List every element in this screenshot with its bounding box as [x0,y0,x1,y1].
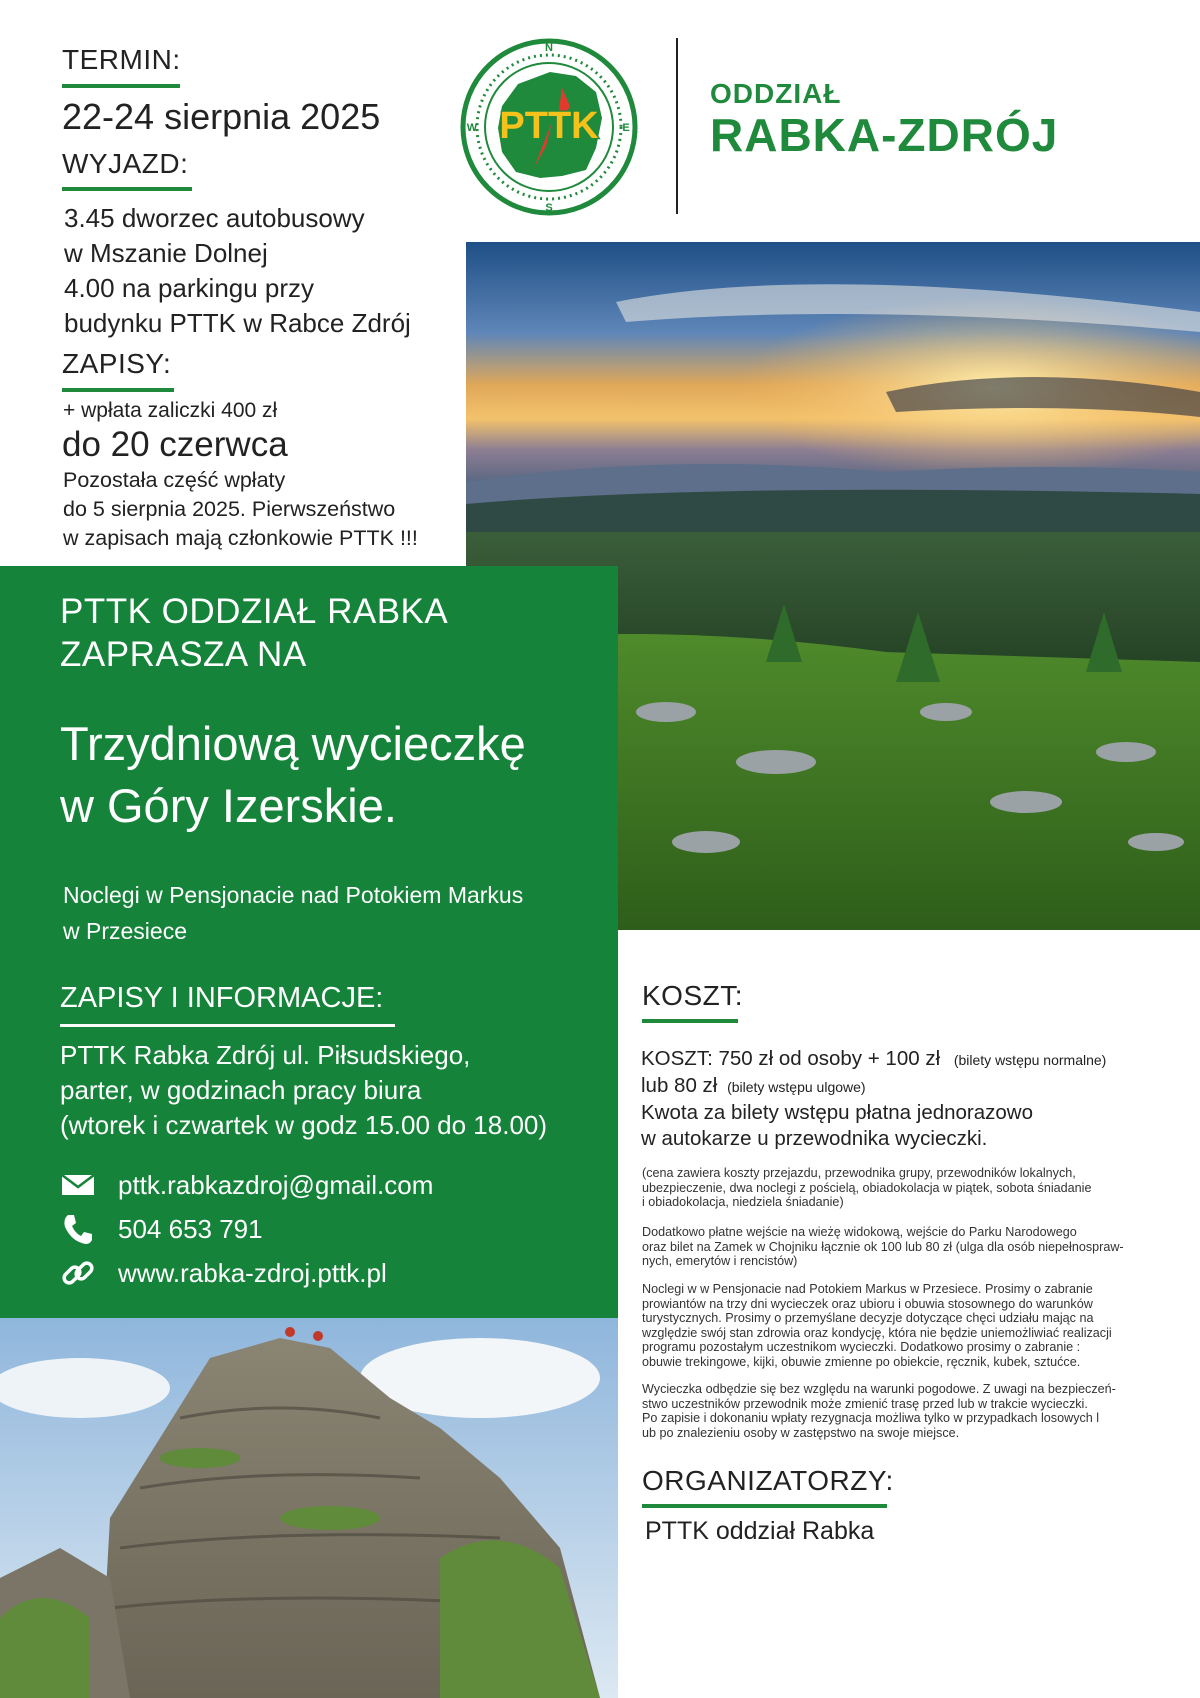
pttk-logo [458,36,640,218]
zapisy-line: Pozostała część wpłaty [63,468,286,492]
notes-line: względzie swój stan zdrowia oraz kondycję, która nie będzie uniemożliwiać realizacji [642,1325,1112,1340]
rocks-photo [0,1318,618,1698]
compass-logo-icon [458,36,640,218]
includes-line: (cena zawiera koszty przejazdu, przewodnika grupy, przewodników lokalnych, [642,1166,1076,1180]
branch-line1: ODDZIAŁ [710,78,842,109]
contact-phone[interactable] [60,1211,263,1247]
notes-line: Noclegi w w Pensjonacie nad Potokiem Markus w Przesiece. Prosimy o zabranie [642,1282,1093,1296]
trip-dates: 22-24 sierpnia 2025 [62,96,381,137]
invitation-panel [0,566,618,1318]
zapisy-line: do 5 sierpnia 2025. Pierwszeństwo [63,497,396,521]
notes-line: prowiantów na trzy dni wycieczek oraz ubioru i obuwia stosownego do warunków [642,1296,1093,1311]
lodging-line2: w Przesiece [63,918,187,944]
wyjazd-line: budynku PTTK w Rabce Zdrój [64,308,411,338]
termin-underline [62,84,180,88]
office-line: (wtorek i czwartek w godz 15.00 do 18.00) [60,1110,548,1140]
contact-email[interactable] [60,1167,433,1203]
terms-line: stwo uczestników przewodnik może zmienić trasę przed lub w trakcie wycieczki. [642,1396,1088,1411]
terms-notes [642,1382,1116,1440]
zapisy-deposit: + wpłata zaliczki 400 zł [63,399,278,422]
logo-text: PTTK [499,105,599,147]
terms-line: Po zapisie i dokonaniu wpłaty rezygnacja możliwa tylko w przypadkach losowych l [642,1411,1100,1425]
cost-underline [642,1019,738,1023]
compass-s: S [545,202,553,214]
extra-line: Dodatkowo płatne wejście na wieżę widokową, wejście do Parku Narodowego [642,1225,1077,1239]
termin-label: TERMIN: [62,44,181,75]
wyjazd-line: 4.00 na parkingu przy [64,273,315,303]
zapisy-underline [62,388,174,392]
link-icon [60,1255,96,1291]
cost-main [641,1046,1106,1152]
includes-line: i obiadokolacja, niedziela śniadanie) [642,1195,844,1209]
phone-text[interactable]: 504 653 791 [118,1213,263,1244]
terms-line: Wycieczka odbędzie się bez względu na warunki pogodowe. Z uwagi na bezpieczeń- [642,1382,1116,1396]
phone-icon [60,1211,96,1247]
organizers-label: ORGANIZATORZY: [642,1465,894,1496]
lodging-line1: Noclegi w Pensjonacie nad Potokiem Markus [63,882,524,908]
invite-line2: ZAPRASZA NA [60,635,307,674]
office-line: parter, w godzinach pracy biura [60,1075,422,1105]
cost-includes [642,1166,1091,1210]
compass-e: E [622,122,630,134]
website-text[interactable]: www.rabka-zdroj.pttk.pl [118,1257,387,1288]
info-label: ZAPISY I INFORMACJE: [60,982,384,1014]
cost-extra [642,1225,1124,1269]
extra-line: nych, emerytów i rencistów) [642,1254,798,1268]
cost-tickets-line: Kwota za bilety wstępu płatna jednorazowo [641,1101,1034,1124]
office-line: PTTK Rabka Zdrój ul. Piłsudskiego, [60,1040,471,1070]
office-details [60,1038,547,1143]
wyjazd-underline [62,187,192,191]
zapisy-label: ZAPISY: [62,348,172,379]
branch-line2: RABKA-ZDRÓJ [710,109,1059,161]
email-icon [60,1167,96,1203]
lodging-notes [642,1282,1112,1369]
organizers-value: PTTK oddział Rabka [645,1517,875,1545]
wyjazd-label: WYJAZD: [62,148,189,179]
cost-price: KOSZT: 750 zł od osoby + 100 zł [641,1047,941,1070]
invite-line1: PTTK ODDZIAŁ RABKA [60,592,449,631]
email-text[interactable]: pttk.rabkazdroj@gmail.com [118,1169,434,1200]
notes-line: turystycznych. Prosimy o przemyślane decyzje dotyczące chęci udziału mając na [642,1311,1094,1325]
cost-tickets-line: w autokarze u przewodnika wycieczki. [641,1127,988,1150]
cost-price-note: (bilety wstępu normalne) [953,1052,1107,1068]
trip-title-line1: Trzydniową wycieczkę [60,717,526,770]
notes-line: programu pozostałym uczestnikom wycieczki. Dodatkowo prosimy o zabranie : [642,1340,1081,1354]
zapisy-details [63,466,418,553]
info-underline [60,1024,395,1027]
wyjazd-line: w Mszanie Dolnej [64,238,268,268]
header-divider [676,38,678,214]
cost-reduced-note: (bilety wstępu ulgowe) [727,1079,866,1095]
includes-line: ubezpieczenie, dwa noclegi z pościelą, obiadokolacja w piątek, sobota śniadanie [642,1180,1092,1195]
notes-line: obuwie trekingowe, kijki, obuwie zmienne po obiekcie, ręcznik, kubek, sztućce. [642,1354,1081,1369]
zapisy-line: w zapisach mają członkowie PTTK !!! [63,526,418,550]
cost-label: KOSZT: [642,980,744,1011]
compass-n: N [545,42,553,54]
zapisy-deadline: do 20 czerwca [62,425,288,464]
compass-w: W [466,122,478,134]
trip-title-line2: w Góry Izerskie. [60,779,397,832]
terms-line: ub po znalezieniu osoby w zastępstwo na swoje miejsce. [642,1425,960,1440]
cost-reduced: lub 80 zł [641,1074,718,1097]
wyjazd-line: 3.45 dworzec autobusowy [64,203,365,233]
contact-website[interactable] [60,1255,387,1291]
wyjazd-details [64,201,411,341]
organizers-underline [642,1504,887,1508]
extra-line: oraz bilet na Zamek w Chojniku łącznie ok 100 lub 80 zł (ulga dla osób niepełnospraw- [642,1239,1124,1254]
